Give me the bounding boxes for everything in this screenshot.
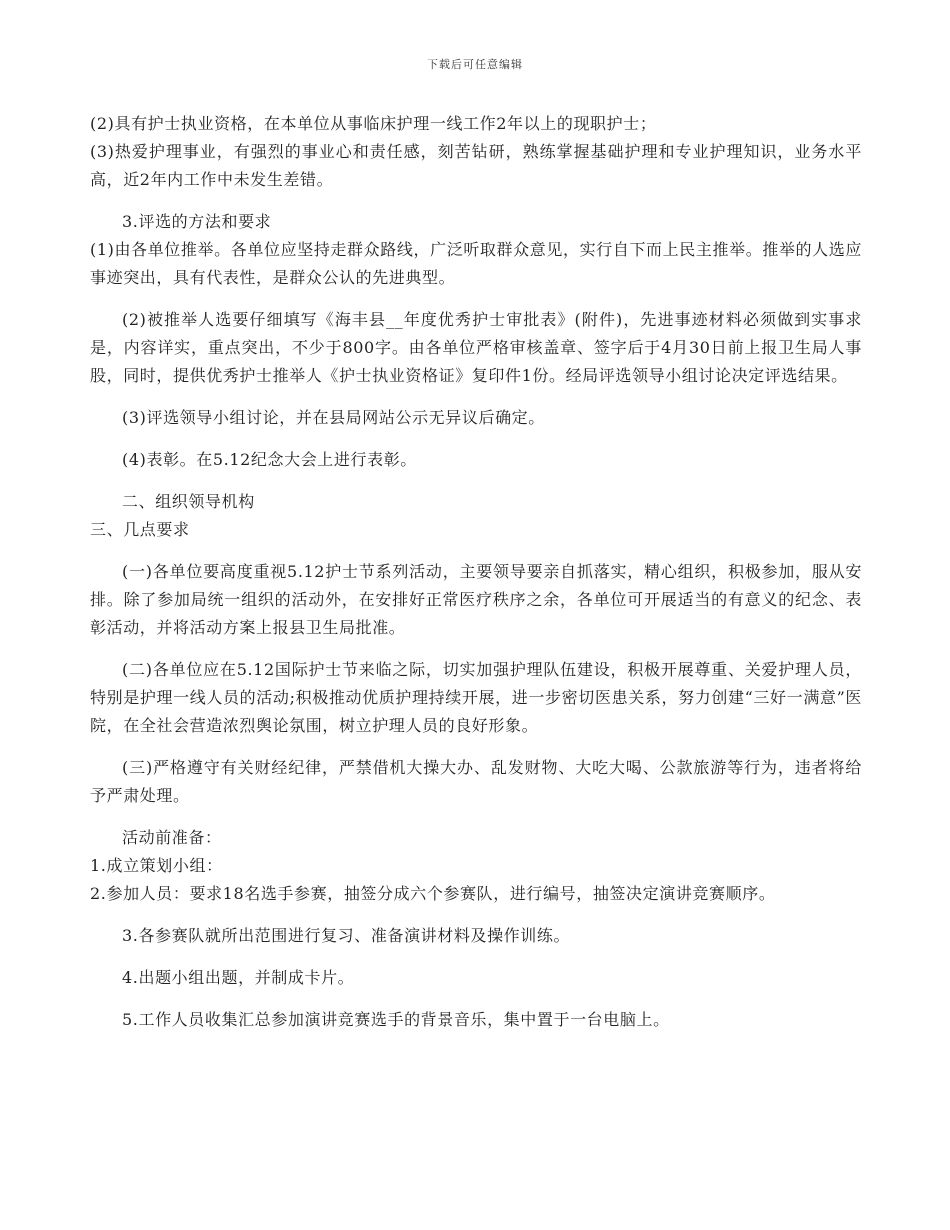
page-header: 下载后可任意编辑 <box>427 58 523 71</box>
paragraph: (1)由各单位推举。各单位应坚持走群众路线，广泛听取群众意见，实行自下而上民主推举。推举的人选应事迹突出，具有代表性，是群众公认的先进典型。 <box>90 240 862 287</box>
paragraph: (2)被推举人选要仔细填写《海丰县__年度优秀护士审批表》(附件)，先进事迹材料必须做到实事求是，内容详实，重点突出，不少于800字。由各单位严格审核盖章、签字后于4月30日前上报卫生局人事股，同时，提供优秀护士推举人《护士执业资格证》复印件1份。经局评选领导小组讨论决定评选结果。 <box>90 310 862 385</box>
paragraph: 1.成立策划小组： <box>90 856 223 875</box>
paragraph: 三、几点要求 <box>90 520 190 539</box>
paragraph: 2.参加人员：要求18名选手参赛，抽签分成六个参赛队，进行编号，抽签决定演讲竞赛顺序。 <box>90 884 776 903</box>
paragraph: 5.工作人员收集汇总参加演讲竞赛选手的背景音乐，集中置于一台电脑上。 <box>122 1010 670 1029</box>
paragraph: 3.评选的方法和要求 <box>122 212 272 231</box>
paragraph: (3)热爱护理事业，有强烈的事业心和责任感，刻苦钻研，熟练掌握基础护理和专业护理知识，业务水平高，近2年内工作中未发生差错。 <box>90 142 862 189</box>
paragraph: 二、组织领导机构 <box>122 492 255 511</box>
paragraph: 3.各参赛队就所出范围进行复习、准备演讲材料及操作训练。 <box>122 926 571 945</box>
paragraph: 活动前准备： <box>122 828 222 847</box>
paragraph: (3)评选领导小组讨论，并在县局网站公示无异议后确定。 <box>122 408 545 427</box>
paragraph: (三)严格遵守有关财经纪律，严禁借机大操大办、乱发财物、大吃大喝、公款旅游等行为，违者将给予严肃处理。 <box>90 758 862 805</box>
paragraph: (二)各单位应在5.12国际护士节来临之际，切实加强护理队伍建设，积极开展尊重、关爱护理人员，特别是护理一线人员的活动;积极推动优质护理持续开展，进一步密切医患关系，努力创建“三好一满意”医院，在全社会营造浓烈舆论氛围，树立护理人员的良好形象。 <box>90 660 862 735</box>
paragraph: 4.出题小组出题，并制成卡片。 <box>122 968 355 987</box>
paragraph: (一)各单位要高度重视5.12护士节系列活动，主要领导要亲自抓落实，精心组织，积极参加，服从安排。除了参加局统一组织的活动外，在安排好正常医疗秩序之余，各单位可开展适当的有意义的纪念、表彰活动，并将活动方案上报县卫生局批准。 <box>90 562 862 637</box>
paragraph: (2)具有护士执业资格，在本单位从事临床护理一线工作2年以上的现职护士； <box>90 114 657 133</box>
paragraph: (4)表彰。在5.12纪念大会上进行表彰。 <box>122 450 417 469</box>
document-body <box>90 110 862 1034</box>
